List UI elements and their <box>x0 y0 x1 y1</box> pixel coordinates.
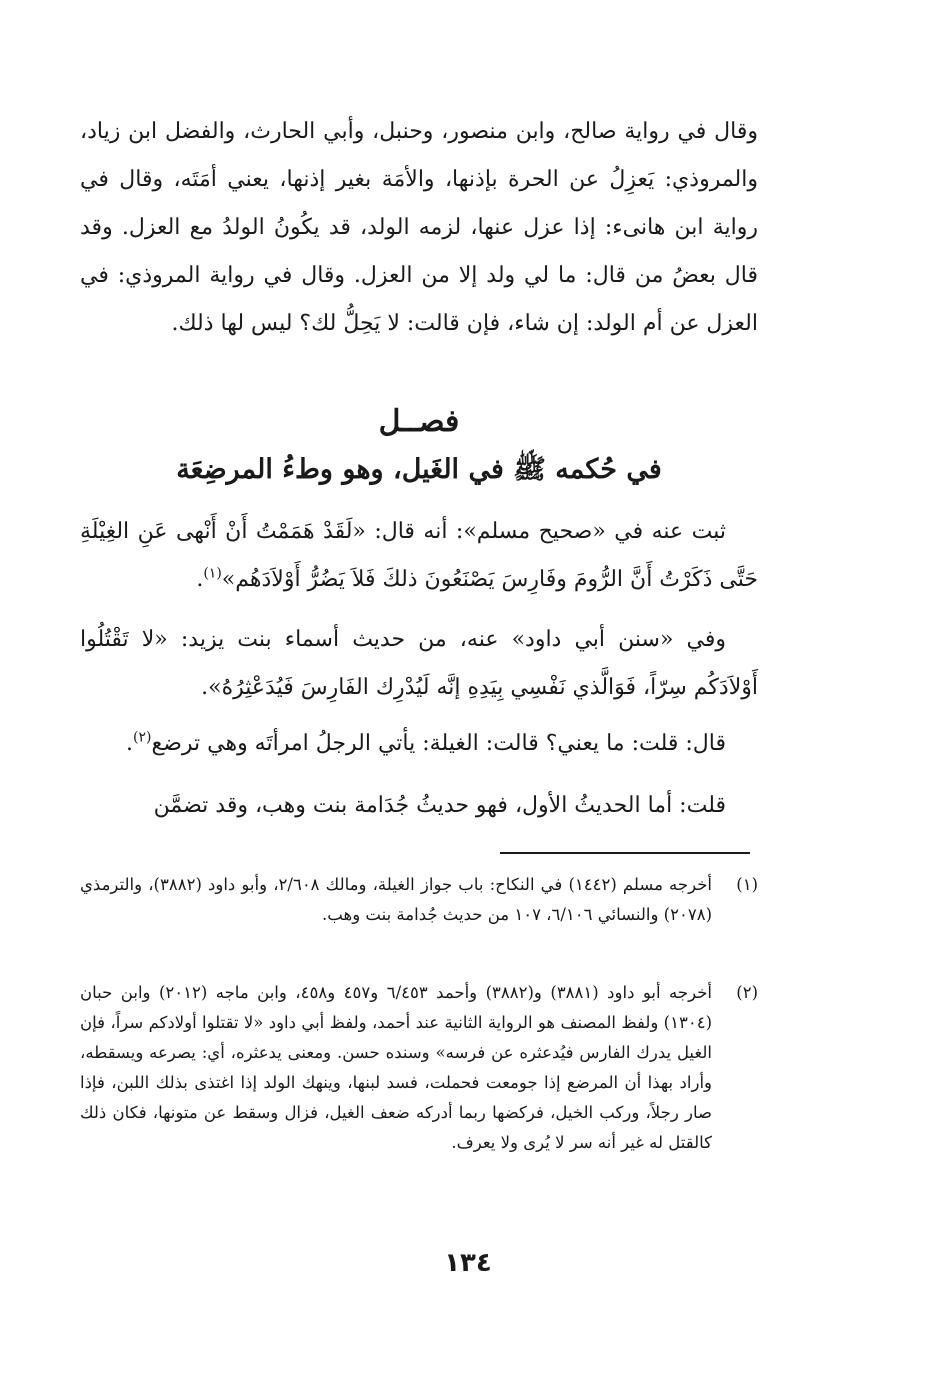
paragraph-ghila-definition <box>80 720 758 768</box>
footnote-2 <box>80 978 758 1158</box>
footnote-ref-1[interactable]: (١) <box>203 565 222 582</box>
paragraph-commentary: قلت: أما الحديثُ الأول، فهو حديثُ جُدَامة بنت وهب، وقد تضمَّن <box>153 793 726 818</box>
paragraph-end: . <box>196 567 204 592</box>
footnote-number: (٢) <box>736 983 758 1002</box>
paragraph-abu-dawud-hadith: وفي «سنن أبي داود» عنه، من حديث أسماء بنت يزيد: «لا تَقْتُلُوا أَوْلاَدَكُم سِرّاً، فَوَالَّذي نَفْسِي بِيَدِهِ إنَّه لَيُدْرِك الفَارِسَ فَيُدَعْثِرُهُ». <box>80 627 758 700</box>
page-number: ١٣٤ <box>444 1248 492 1278</box>
section-title: في حُكمه ﷺ في الغَيل، وهو وطءُ المرضِعَة <box>176 454 662 485</box>
paragraph-text: ثبت عنه في «صحيح مسلم»: أنه قال: «لَقَدْ هَمَمْتُ أَنْ أَنْهى عَنِ الغِيْلَةِ حَتَّى ذَكَرْتُ أَنَّ الرُّومَ وفَارِسَ يَصْنَعُونَ ذلكَ فَلاَ يَضُرُّ أَوْلاَدَهُم» <box>80 519 758 592</box>
paragraph-muslim-hadith <box>80 508 758 604</box>
footnote-number: (١) <box>736 875 758 894</box>
footnote-divider <box>500 852 750 854</box>
intro-paragraph: وقال في رواية صالح، وابن منصور، وحنبل، وأبي الحارث، والفضل ابن زياد، والمروذي: يَعزِلُ عن الحرة بإذنها، والأمَة بغير إذنها، يعني أمَتَه، وقال في رواية ابن هانىء: إذا عزل عنها، لزمه الولد، قد يكُونُ الولدُ مع العزل. وقد قال بعضُ من قال: ما لي ولد إلا من العزل. وقال في رواية المروذي: في العزل عن أم الولد: إن شاء، فإن قالت: لا يَحِلُّ لك؟ ليس لها ذلك. <box>80 119 758 336</box>
footnote-ref-2[interactable]: (٢) <box>133 729 152 746</box>
footnote-text: أخرجه أبو داود (٣٨٨١) و(٣٨٨٢) وأحمد ٦/٤٥٣ و٤٥٧ و٤٥٨، وابن ماجه (٢٠١٢) وابن حبان (١٣٠٤) ولفظ المصنف هو الرواية الثانية عند أحمد، ولفظ أبي داود «لا تقتلوا أولادكم سراً، فإن الغيل يدرك الفارس فيُدعثره عن فرسه» وسنده حسن. ومعنى يدعثره، أي: يصرعه ويسقطه، وأراد بهذا أن المرضع إذا جومعت فحملت، فسد لبنها، وينهك الولد إذا اغتذى بذلك اللبن، فإذا صار رجلاً، وركب الخيل، فركضها ربما أدركه ضعف الغيل، فزال وسقط عن متونها، فكان ذلك كالقتل له غير أنه سر لا يُرى ولا يعرف. <box>80 983 712 1152</box>
paragraph-text: قال: قلت: ما يعني؟ قالت: الغيلة: يأتي الرجلُ امرأتَه وهي ترضع <box>151 731 726 756</box>
footnote-text: أخرجه مسلم (١٤٤٢) في النكاح: باب جواز الغيلة، ومالك ٢/٦٠٨، وأبو داود (٣٨٨٢)، والترمذي (٢٠٧٨) والنسائي ٦/١٠٦، ١٠٧ من حديث جُدامة بنت وهب. <box>80 875 712 924</box>
section-label: فصــل <box>378 404 460 439</box>
paragraph-end: . <box>126 731 134 756</box>
footnote-1 <box>80 870 758 930</box>
